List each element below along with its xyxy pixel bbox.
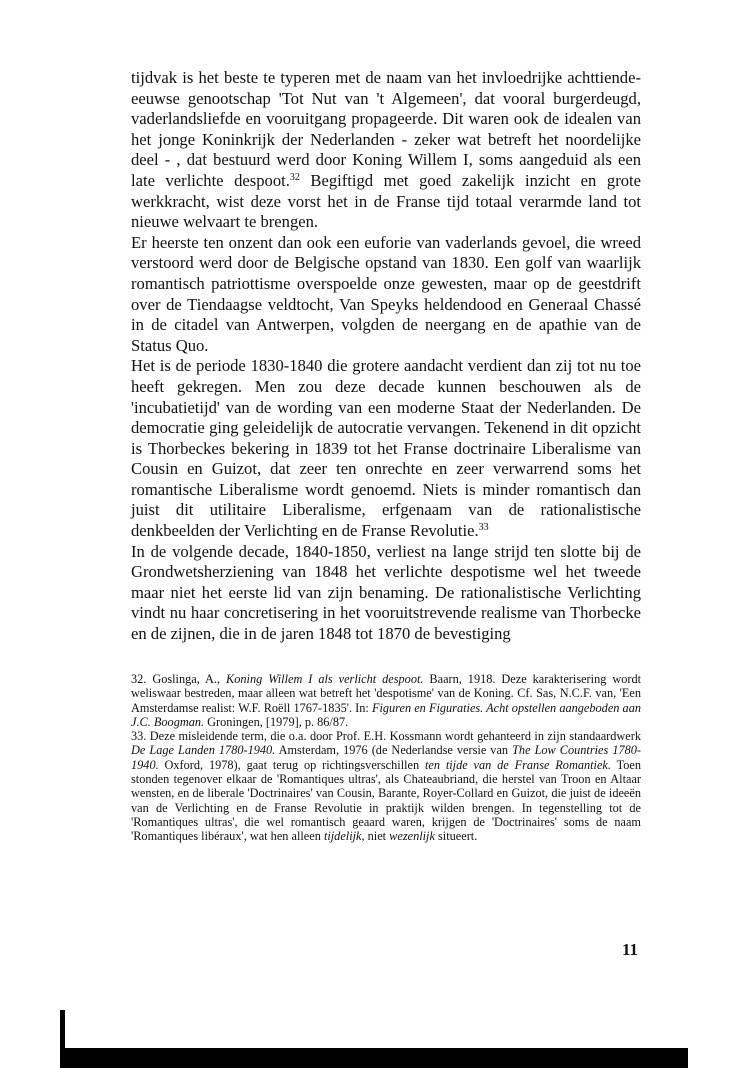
paragraph-3-text: Het is de periode 1830-1840 die grotere aandacht verdient dan zij tot nu toe heeft gekregen. Men zou deze decade kunnen beschouwen als de 'incubatietijd' van de wording van een moderne Staat der Nederlanden. De democratie ging geleidelijk de autocratie vervangen. Tekenend in dit opzicht is Thorbeckes bekering in 1839 tot het Franse doctrinaire Liberalisme van Cousin en Guizot, dat zeer ten onrechte en zeer verwarrend soms het romantische Liberalisme wordt genoemd. Niets is minder romantisch dan juist dit utilitaire Liberalisme, erfgenaam van de rationalistische denkbeelden der Verlichting en de Franse Revolutie. xyxy=(131,356,641,541)
paragraph-3 xyxy=(131,356,641,541)
footnote-33-text: 33. Deze misleidende term, die o.a. door Prof. E.H. Kossmann wordt gehanteerd in zijn standaardwerk xyxy=(131,729,641,744)
footnote-32-title: Koning Willem I als verlicht despoot. xyxy=(226,672,424,686)
footnote-ref-33: 33 xyxy=(478,522,489,534)
paragraph-1-text-continued: Begiftigd met goed zakelijk inzicht en grote werkkracht, wist deze vorst het in de Franse tijd totaal verarmde land tot nieuwe welvaart te brengen. xyxy=(131,170,641,232)
footnote-33-text-4: Toen stonden tegenover elkaar de 'Romantiques ultras', als Chateaubriand, die herstel van Troon en Altaar wensten, en de liberale 'Doctrinaires' van Cousin, Barante, Royer-Collard en Guizot, die juist de ideeën van de Verlichting en de Franse Revolutie in praktijk wilden brengen. In tegenstelling tot de 'Romantiques ultras', die wel romantisch geaard waren, krijgen de 'Doctrinaires' soms de naam 'Romantiques libéraux', wat hen alleen xyxy=(131,757,642,844)
footnote-33 xyxy=(131,729,641,843)
scan-border-bottom xyxy=(60,1048,688,1068)
footnote-33-title-2: The Low Countries 1780-1940. xyxy=(131,743,642,772)
footnote-32-text: 32. Goslinga, A., xyxy=(131,672,227,686)
footnote-33-text-5: niet xyxy=(364,829,390,844)
footnote-32-text-2: Baarn, 1918. Deze karakterisering wordt weliswaar bestreden, maar alleen wat betreft het 'despotisme' van de Koning. Cf. Sas, N.C.F. van, 'Een Amsterdamse realist: W.F. Roëll 1767-1835'. In: xyxy=(131,672,642,715)
footnote-33-title: De Lage Landen 1780-1940. xyxy=(131,743,276,758)
paragraph-1-text: tijdvak is het beste te typeren met de naam van het invloedrijke achttiende-eeuwse genootschap 'Tot Nut van 't Algemeen', dat vooral burgerdeugd, vaderlandsliefde en vooruitgang propageerde. Dit waren ook de idealen van het jonge Koninkrijk der Nederlanden - zeker wat betreft het noordelijke deel - , dat bestuurd werd door Koning Willem I, soms aangeduid als een late verlichte despoot. xyxy=(131,68,641,190)
paragraph-1 xyxy=(131,68,641,233)
body-text xyxy=(131,68,641,645)
footnote-33-emphasis: ten tijde van de Franse Romantiek. xyxy=(424,757,611,772)
page-number: 11 xyxy=(622,940,639,959)
footnote-32-text-3: Groningen, [1979], p. 86/87. xyxy=(204,714,349,729)
footnotes xyxy=(131,672,641,844)
paragraph-4: In de volgende decade, 1840-1850, verliest na lange strijd ten slotte bij de Grondwetsherziening van 1848 het verlichte despotisme wel het tweede maar niet het eerste lid van zijn benaming. De rationalistische Verlichting vindt nu haar concretisering in het vooruitstrevende realisme van Thorbecke en de zijnen, die in de jaren 1848 tot 1870 de bevestiging xyxy=(131,541,641,644)
footnote-32-title-2: Figuren en Figuraties. Acht opstellen aangeboden aan J.C. Boogman. xyxy=(131,700,641,729)
footnote-ref-32: 32 xyxy=(289,171,300,183)
footnote-33-text-2: Amsterdam, 1976 (de Nederlandse versie van xyxy=(275,743,513,758)
footnote-33-emphasis-3: wezenlijk xyxy=(389,829,435,844)
footnote-33-text-3: Oxford, 1978), gaat terug op richtingsverschillen xyxy=(158,757,425,772)
footnote-33-text-6: situeert. xyxy=(434,829,478,844)
footnote-32 xyxy=(131,672,641,729)
paragraph-2: Er heerste ten onzent dan ook een euforie van vaderlands gevoel, die wreed verstoord werd door de Belgische opstand van 1830. Een golf van waarlijk romantisch patriottisme overspoelde onze gewesten, maar op de geestdrift over de Tiendaagse veldtocht, Van Speyks heldendood en Generaal Chassé in de citadel van Antwerpen, volgden de neergang en de apathie van de Status Quo. xyxy=(131,232,641,355)
footnote-33-emphasis-2: tijdelijk, xyxy=(323,829,365,844)
